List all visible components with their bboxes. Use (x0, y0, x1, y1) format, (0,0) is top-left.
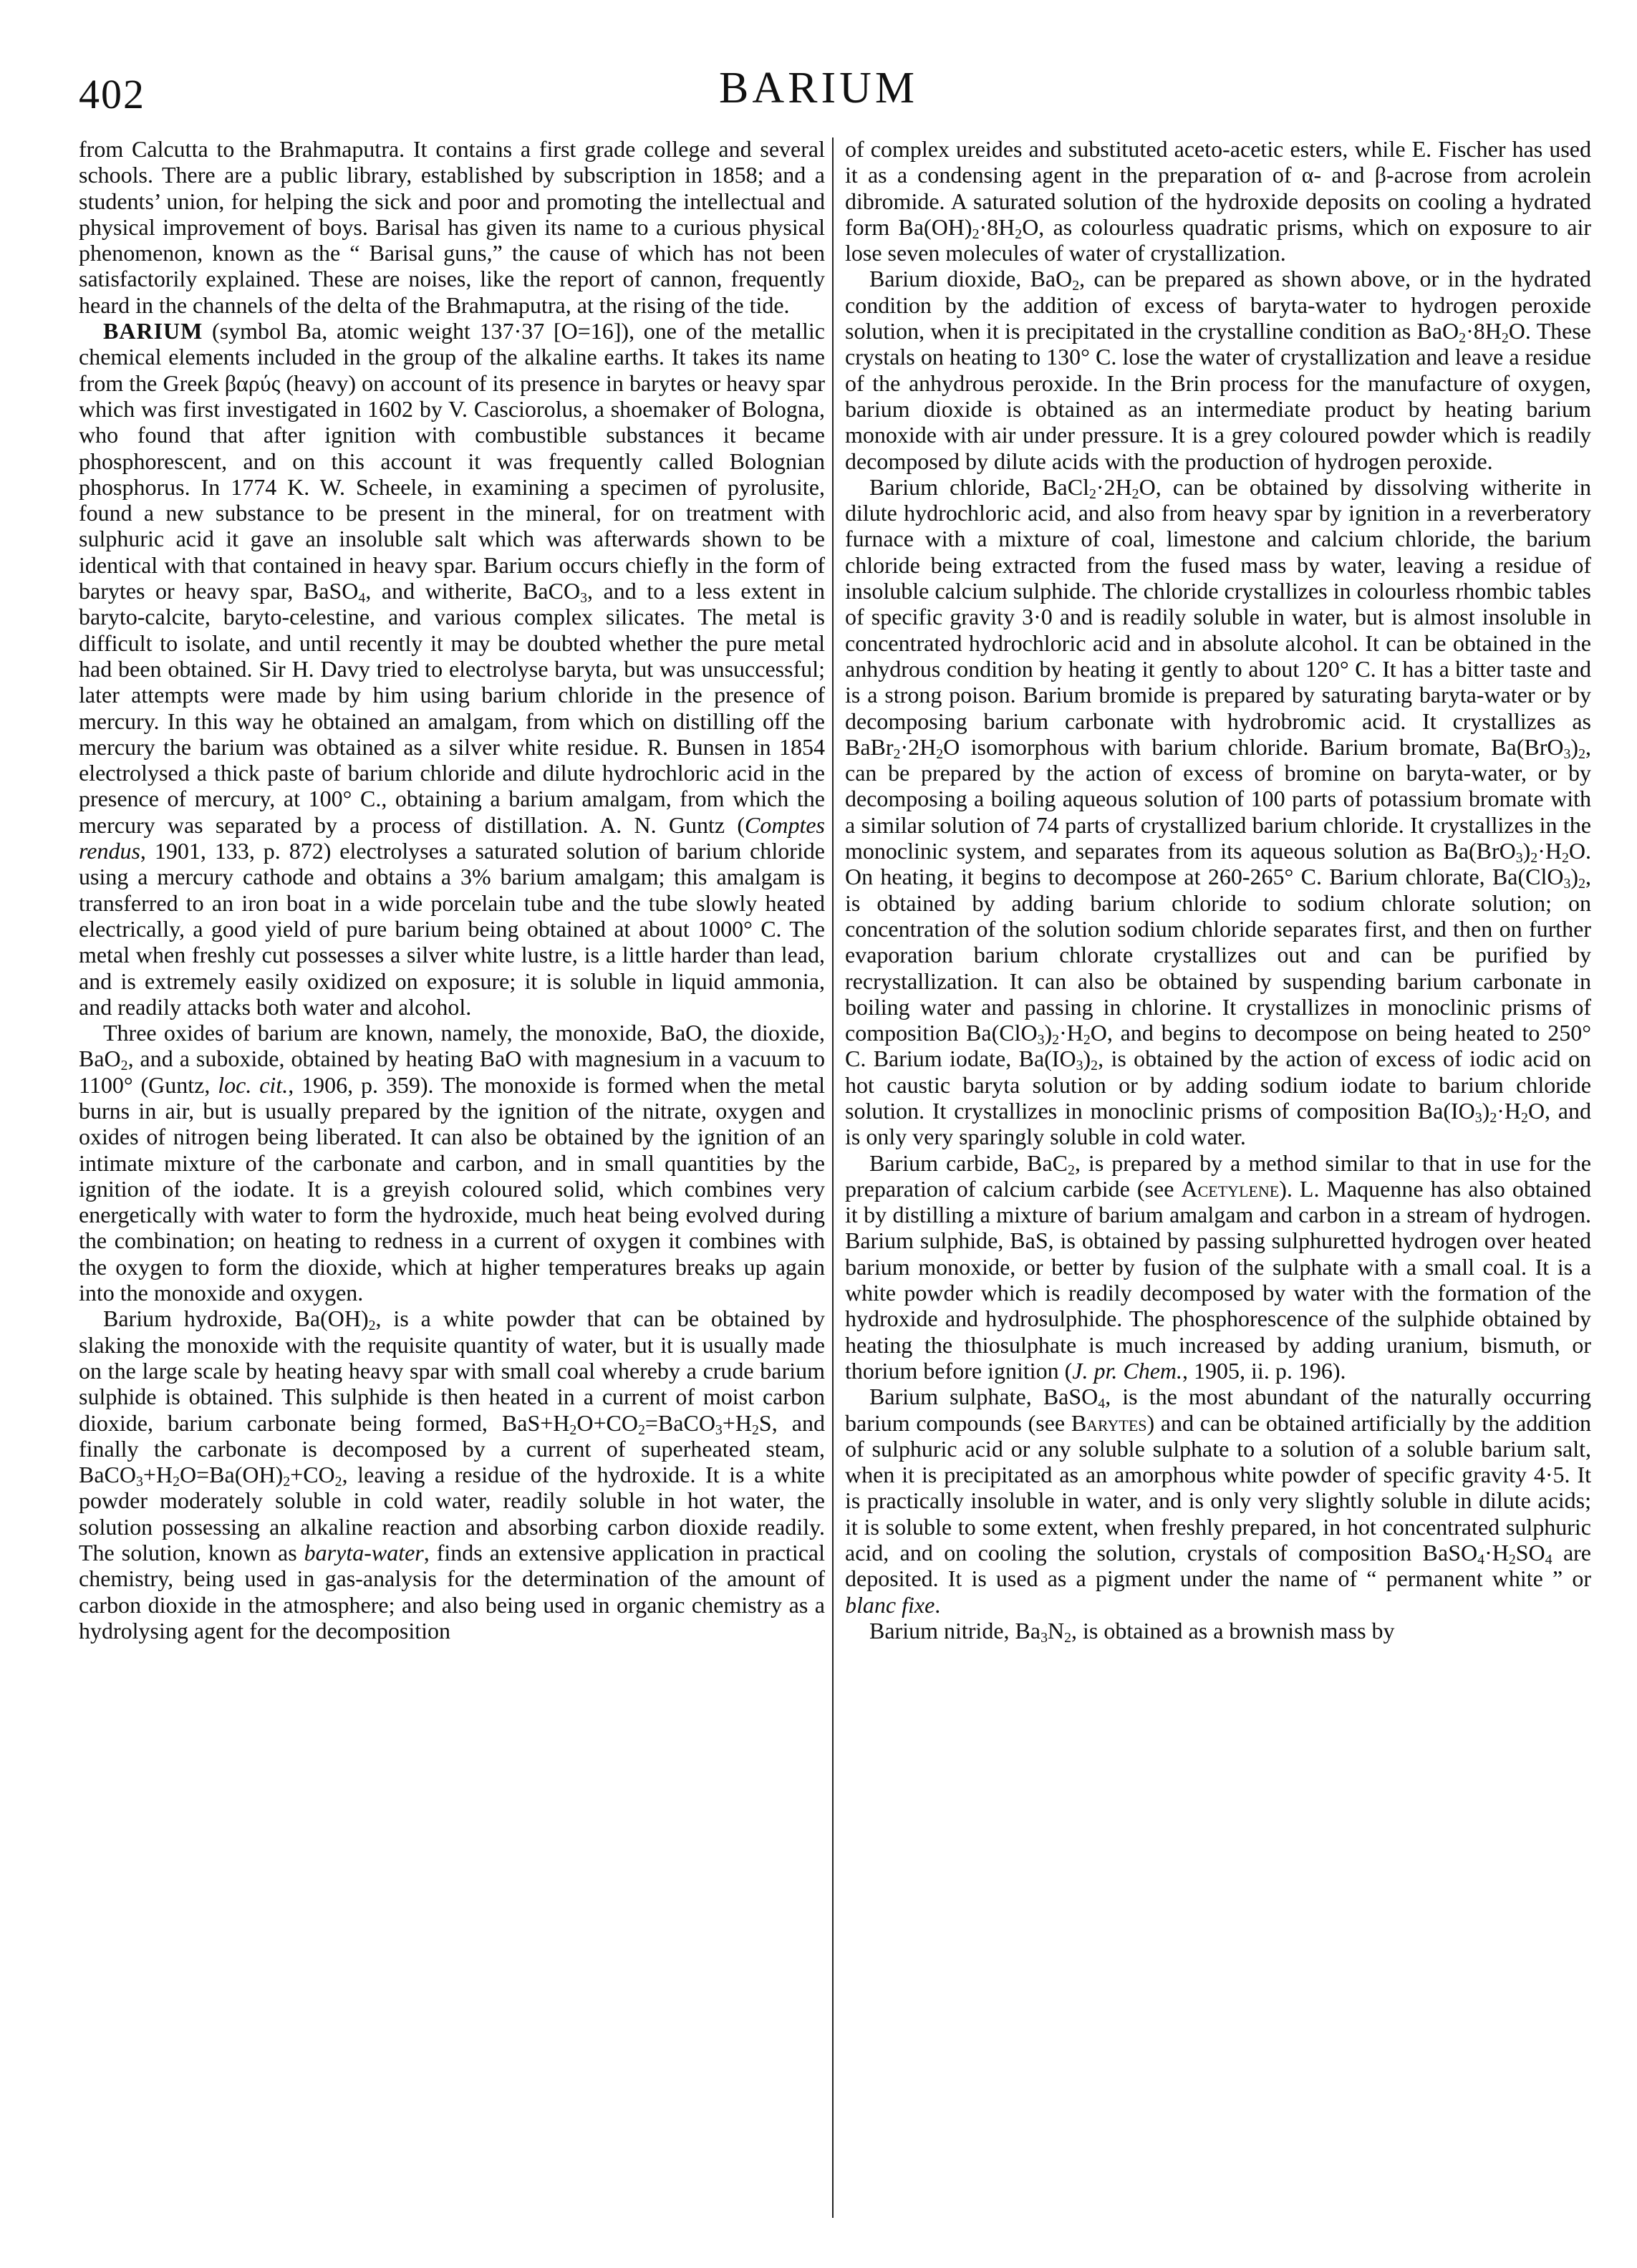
dioxide-paragraph: Barium dioxide, BaO$_2$, can be prepared as shown above, or in the hydrated condition by the addition of excess of baryta-water to hydrogen peroxide solution, when it is precipitated in the crystalline condition as $BaO_2\cdot 8H_2O$. These crystals on heating to 130° C. lose the water of crystallization and leave a residue of the anhydrous peroxide. In the Brin process for the manufacture of oxygen, barium dioxide is obtained as an intermediate product by heating barium monoxide with air under pressure. It is a grey coloured powder which is readily decomposed by dilute acids with the production of hydrogen peroxide. (845, 266, 1592, 474)
left-column (79, 136, 825, 1644)
barium-intro-paragraph: BARIUM (symbol Ba, atomic weight 137·37 [O=16]), one of the metallic chemical elements included in the group of the alkaline earths. It takes its name from the Greek βαρύς (heavy) on account of its presence in barytes or heavy spar which was first investigated in 1602 by V. Casciorolus, a shoemaker of Bologna, who found that after ignition with combustible substances it became phosphorescent, and on this account it was frequently called Bolognian phosphorus. In 1774 K. W. Scheele, in examining a specimen of pyrolusite, found a new substance to be present in the mineral, for on treatment with sulphuric acid it gave an insoluble salt which was afterwards shown to be identical with that contained in heavy spar. Barium occurs chiefly in the form of barytes or heavy spar, BaSO$_4$, and witherite, BaCO$_3$, and to a less extent in baryto-calcite, baryto-celestine, and various complex silicates. The metal is difficult to isolate, and until recently it may be doubted whether the pure metal had been obtained. Sir H. Davy tried to electrolyse baryta, but was unsuccessful; later attempts were made by him using barium chloride in the presence of mercury. In this way he obtained an amalgam, from which on distilling off the mercury the barium was obtained as a silver white residue. R. Bunsen in 1854 electrolysed a thick paste of barium chloride and dilute hydrochloric acid in the presence of mercury, at 100° C., obtaining a barium amalgam, from which the mercury was separated by a process of distillation. A. N. Guntz (Comptes rendus, 1901, 133, p. 872) electrolyses a saturated solution of barium chloride using a mercury cathode and obtains a 3% barium amalgam; this amalgam is transferred to an iron boat in a wide porcelain tube and the tube slowly heated electrically, a good yield of pure barium being obtained at about 1000° C. The metal when freshly cut possesses a silver white lustre, is a little harder than lead, and is extremely easily oxidized on exposure; it is soluble in liquid ammonia, and readily attacks both water and alcohol. (79, 318, 826, 1020)
cross-reference: Acetylene (1181, 1175, 1280, 1202)
page-header (79, 63, 1558, 127)
right-column (845, 136, 1591, 1644)
barisal-paragraph: from Calcutta to the Brahmaputra. It contains a first grade college and several schools. There are a public library, established by subscription in 1858; and a students’ union, for helping the sick and poor and promoting the intellectual and physical improvement of boys. Barisal has given its name to a curious physical phenomenon, known as the “ Barisal guns,” the cause of which has not been satisfactorily explained. These are noises, like the report of cannon, frequently heard in the channels of the delta of the Brahmaputra, at the rising of the tide. (79, 136, 825, 318)
citation: J. pr. Chem. (1072, 1357, 1183, 1384)
page-number: 402 (79, 71, 145, 117)
sulphate-paragraph: Barium sulphate, BaSO$_4$, is the most abundant of the naturally occurring barium compounds (see Barytes) and can be obtained artificially by the addition of sulphuric acid or any soluble sulphate to a solution of a soluble barium salt, when it is precipitated as an amorphous white powder of specific gravity 4·5. It is practically insoluble in water, and is only very slightly soluble in dilute acids; it is soluble to some extent, when freshly prepared, in hot concentrated sulphuric acid, and on cooling the solution, crystals of composition $BaSO_4\cdot H_2SO_4$ are deposited. It is used as a pigment under the name of “ permanent white ” or blanc fixe. (845, 1384, 1592, 1618)
running-title: BARIUM (718, 64, 919, 112)
term-blanc-fixe: blanc fixe (845, 1591, 935, 1618)
nitride-paragraph: Barium nitride, $Ba_3N_2$, is obtained as a brownish mass by (869, 1617, 1395, 1646)
oxides-paragraph: Three oxides of barium are known, namely, the monoxide, BaO, the dioxide, BaO$_2$, and a suboxide, obtained by heating BaO with magnesium in a vacuum to 1100° (Guntz, loc. cit., 1906, p. 359). The monoxide is formed when the metal burns in air, but is usually prepared by the ignition of the nitrate, oxygen and oxides of nitrogen being liberated. It can also be obtained by the ignition of an intimate mixture of the carbonate and carbon, and in small quantities by the ignition of the iodate. It is a greyish coloured solid, which combines very energetically with water to form the hydroxide, much heat being evolved during the combination; on heating to redness in a current of oxygen it combines with the oxygen to form the dioxide, which at higher temperatures breaks up again into the monoxide and oxygen. (79, 1020, 826, 1306)
column-divider (832, 137, 834, 2218)
hydroxide-paragraph: Barium hydroxide, $Ba(OH)_2$, is a white powder that can be obtained by slaking the monoxide with the requisite quantity of water, but it is usually made on the large scale by heating heavy spar with small coal whereby a crude barium sulphide is obtained. This sulphide is then heated in a current of moist carbon dioxide, barium carbonate being formed, $BaS+H_2O+CO_2=BaCO_3+H_2S$, and finally the carbonate is decomposed by a current of superheated steam, $BaCO_3+H_2O=Ba(OH)_2+CO_2$, leaving a residue of the hydroxide. It is a white powder moderately soluble in cold water, readily soluble in hot water, the solution possessing an alkaline reaction and absorbing carbon dioxide readily. The solution, known as baryta-water, finds an extensive application in practical chemistry, being used in gas-analysis for the determination of the amount of carbon dioxide in the atmosphere; and also being used in organic chemistry as a hydrolysing agent for the decomposition (79, 1306, 826, 1644)
term-baryta-water: baryta-water (304, 1540, 424, 1566)
citation: loc. cit. (218, 1071, 289, 1098)
hydroxide-continuation: of complex ureides and substituted aceto-acetic esters, while E. Fischer has used it as a condensing agent in the preparation of α- and β-acrose from acrolein dibromide. A saturated solution of the hydroxide deposits on cooling a hydrated form $Ba(OH)_2\cdot 8H_2O$, as colourless quadratic prisms, which on exposure to air lose seven molecules of water of crystallization. (845, 136, 1592, 266)
chloride-paragraph: Barium chloride, $BaCl_2\cdot 2H_2O$, can be obtained by dissolving witherite in dilute hydrochloric acid, and also from heavy spar by ignition in a reverberatory furnace with a mixture of coal, limestone and calcium chloride, the barium chloride being extracted from the fused mass by water, leaving a residue of insoluble calcium sulphide. The chloride crystallizes in colourless rhombic tables of specific gravity 3·0 and is readily soluble in water, but is almost insoluble in concentrated hydrochloric acid and in absolute alcohol. It can be obtained in the anhydrous condition by heating it gently to about 120° C. It has a bitter taste and is a strong poison. Barium bromide is prepared by saturating baryta-water or by decomposing barium carbonate with hydrobromic acid. It crystallizes as $BaBr_2\cdot 2H_2O$ isomorphous with barium chloride. Barium bromate, $Ba(BrO_3)_2$, can be prepared by the action of excess of bromine on baryta-water, or by decomposing a boiling aqueous solution of 100 parts of potassium bromate with a similar solution of 74 parts of crystallized barium chloride. It crystallizes in the monoclinic system, and separates from its aqueous solution as $Ba(BrO_3)_2\cdot H_2O$. On heating, it begins to decompose at 260-265° C. Barium chlorate, $Ba(ClO_3)_2$, is obtained by adding barium chloride to sodium chlorate solution; on concentration of the solution sodium chloride separates first, and then on further evaporation barium chlorate crystallizes out and can be purified by recrystallization. It can also be obtained by suspending barium carbonate in boiling water and passing in chlorine. It crystallizes in monoclinic prisms of composition $Ba(ClO_3)_2\cdot H_2O$, and begins to decompose on being heated to 250° C. Barium iodate, $Ba(IO_3)_2$, is obtained by the action of excess of iodic acid on hot caustic baryta solution or by adding sodium iodate to barium chloride solution. It crystallizes in monoclinic prisms of composition $Ba(IO_3)_2\cdot H_2O$, and is only very sparingly soluble in cold water. (845, 473, 1592, 1150)
citation: Comptes rendus (79, 811, 825, 864)
carbide-paragraph: Barium carbide, BaC$_2$, is prepared by a method similar to that in use for the preparation of calcium carbide (see Acetylene). L. Maquenne has also obtained it by distilling a mixture of barium amalgam and carbon in a stream of hydrogen. Barium sulphide, BaS, is obtained by passing sulphuretted hydrogen over heated barium monoxide, or better by fusion of the sulphate with a small coal. It is a white powder which is readily decomposed by water with the formation of the hydroxide and hydrosulphide. The phosphorescence of the sulphide obtained by heating the thiosulphate is much increased by adding uranium, bismuth, or thorium before ignition (J. pr. Chem., 1905, ii. p. 196). (845, 1149, 1592, 1384)
cross-reference: Barytes (1071, 1409, 1147, 1436)
headword: BARIUM (103, 318, 203, 344)
